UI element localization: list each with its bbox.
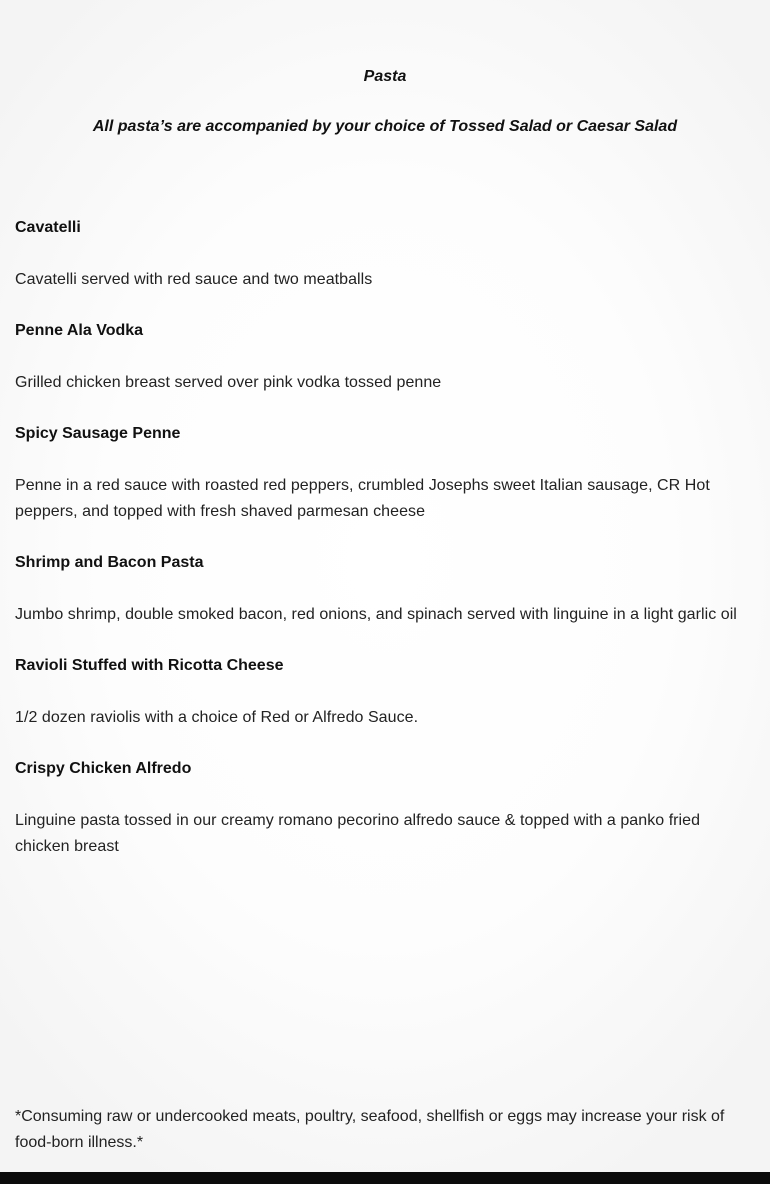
- menu-item-penne-ala-vodka: [15, 319, 757, 396]
- menu-item-name: Penne Ala Vodka: [15, 322, 144, 339]
- menu-item-name: Ravioli Stuffed with Ricotta Cheese: [15, 657, 284, 674]
- menu-item-description: Cavatelli served with red sauce and two meatballs: [15, 271, 373, 288]
- menu-title: Pasta: [363, 68, 407, 85]
- menu-item-list: [15, 216, 757, 886]
- menu-item-description: Grilled chicken breast served over pink vodka tossed penne: [15, 374, 442, 391]
- menu-item-spicy-sausage-penne: [15, 422, 757, 525]
- menu-item-name: Shrimp and Bacon Pasta: [15, 554, 204, 571]
- footer-bar: [0, 1172, 770, 1184]
- menu-item-crispy-chicken-alfredo: [15, 757, 757, 860]
- menu-item-description: Jumbo shrimp, double smoked bacon, red onions, and spinach served with linguine in a light garlic oil: [15, 606, 737, 623]
- menu-item-description: Linguine pasta tossed in our creamy romano pecorino alfredo sauce & topped with a panko fried chicken breast: [15, 812, 701, 855]
- menu-item-name: Spicy Sausage Penne: [15, 425, 181, 442]
- menu-item-description: Penne in a red sauce with roasted red peppers, crumbled Josephs sweet Italian sausage, CR Hot peppers, and topped with fresh shaved parmesan cheese: [15, 477, 710, 520]
- menu-item-name: Cavatelli: [15, 219, 81, 236]
- menu-item-name: Crispy Chicken Alfredo: [15, 760, 192, 777]
- menu-subtitle: All pasta’s are accompanied by your choice of Tossed Salad or Caesar Salad: [92, 118, 678, 135]
- menu-item-description: 1/2 dozen raviolis with a choice of Red or Alfredo Sauce.: [15, 709, 419, 726]
- food-safety-disclaimer: *Consuming raw or undercooked meats, poultry, seafood, shellfish or eggs may increase your risk of food-born illness.*: [15, 1108, 725, 1151]
- menu-item-cavatelli: [15, 216, 757, 293]
- menu-item-shrimp-and-bacon-pasta: [15, 551, 757, 628]
- menu-item-ravioli: [15, 654, 757, 731]
